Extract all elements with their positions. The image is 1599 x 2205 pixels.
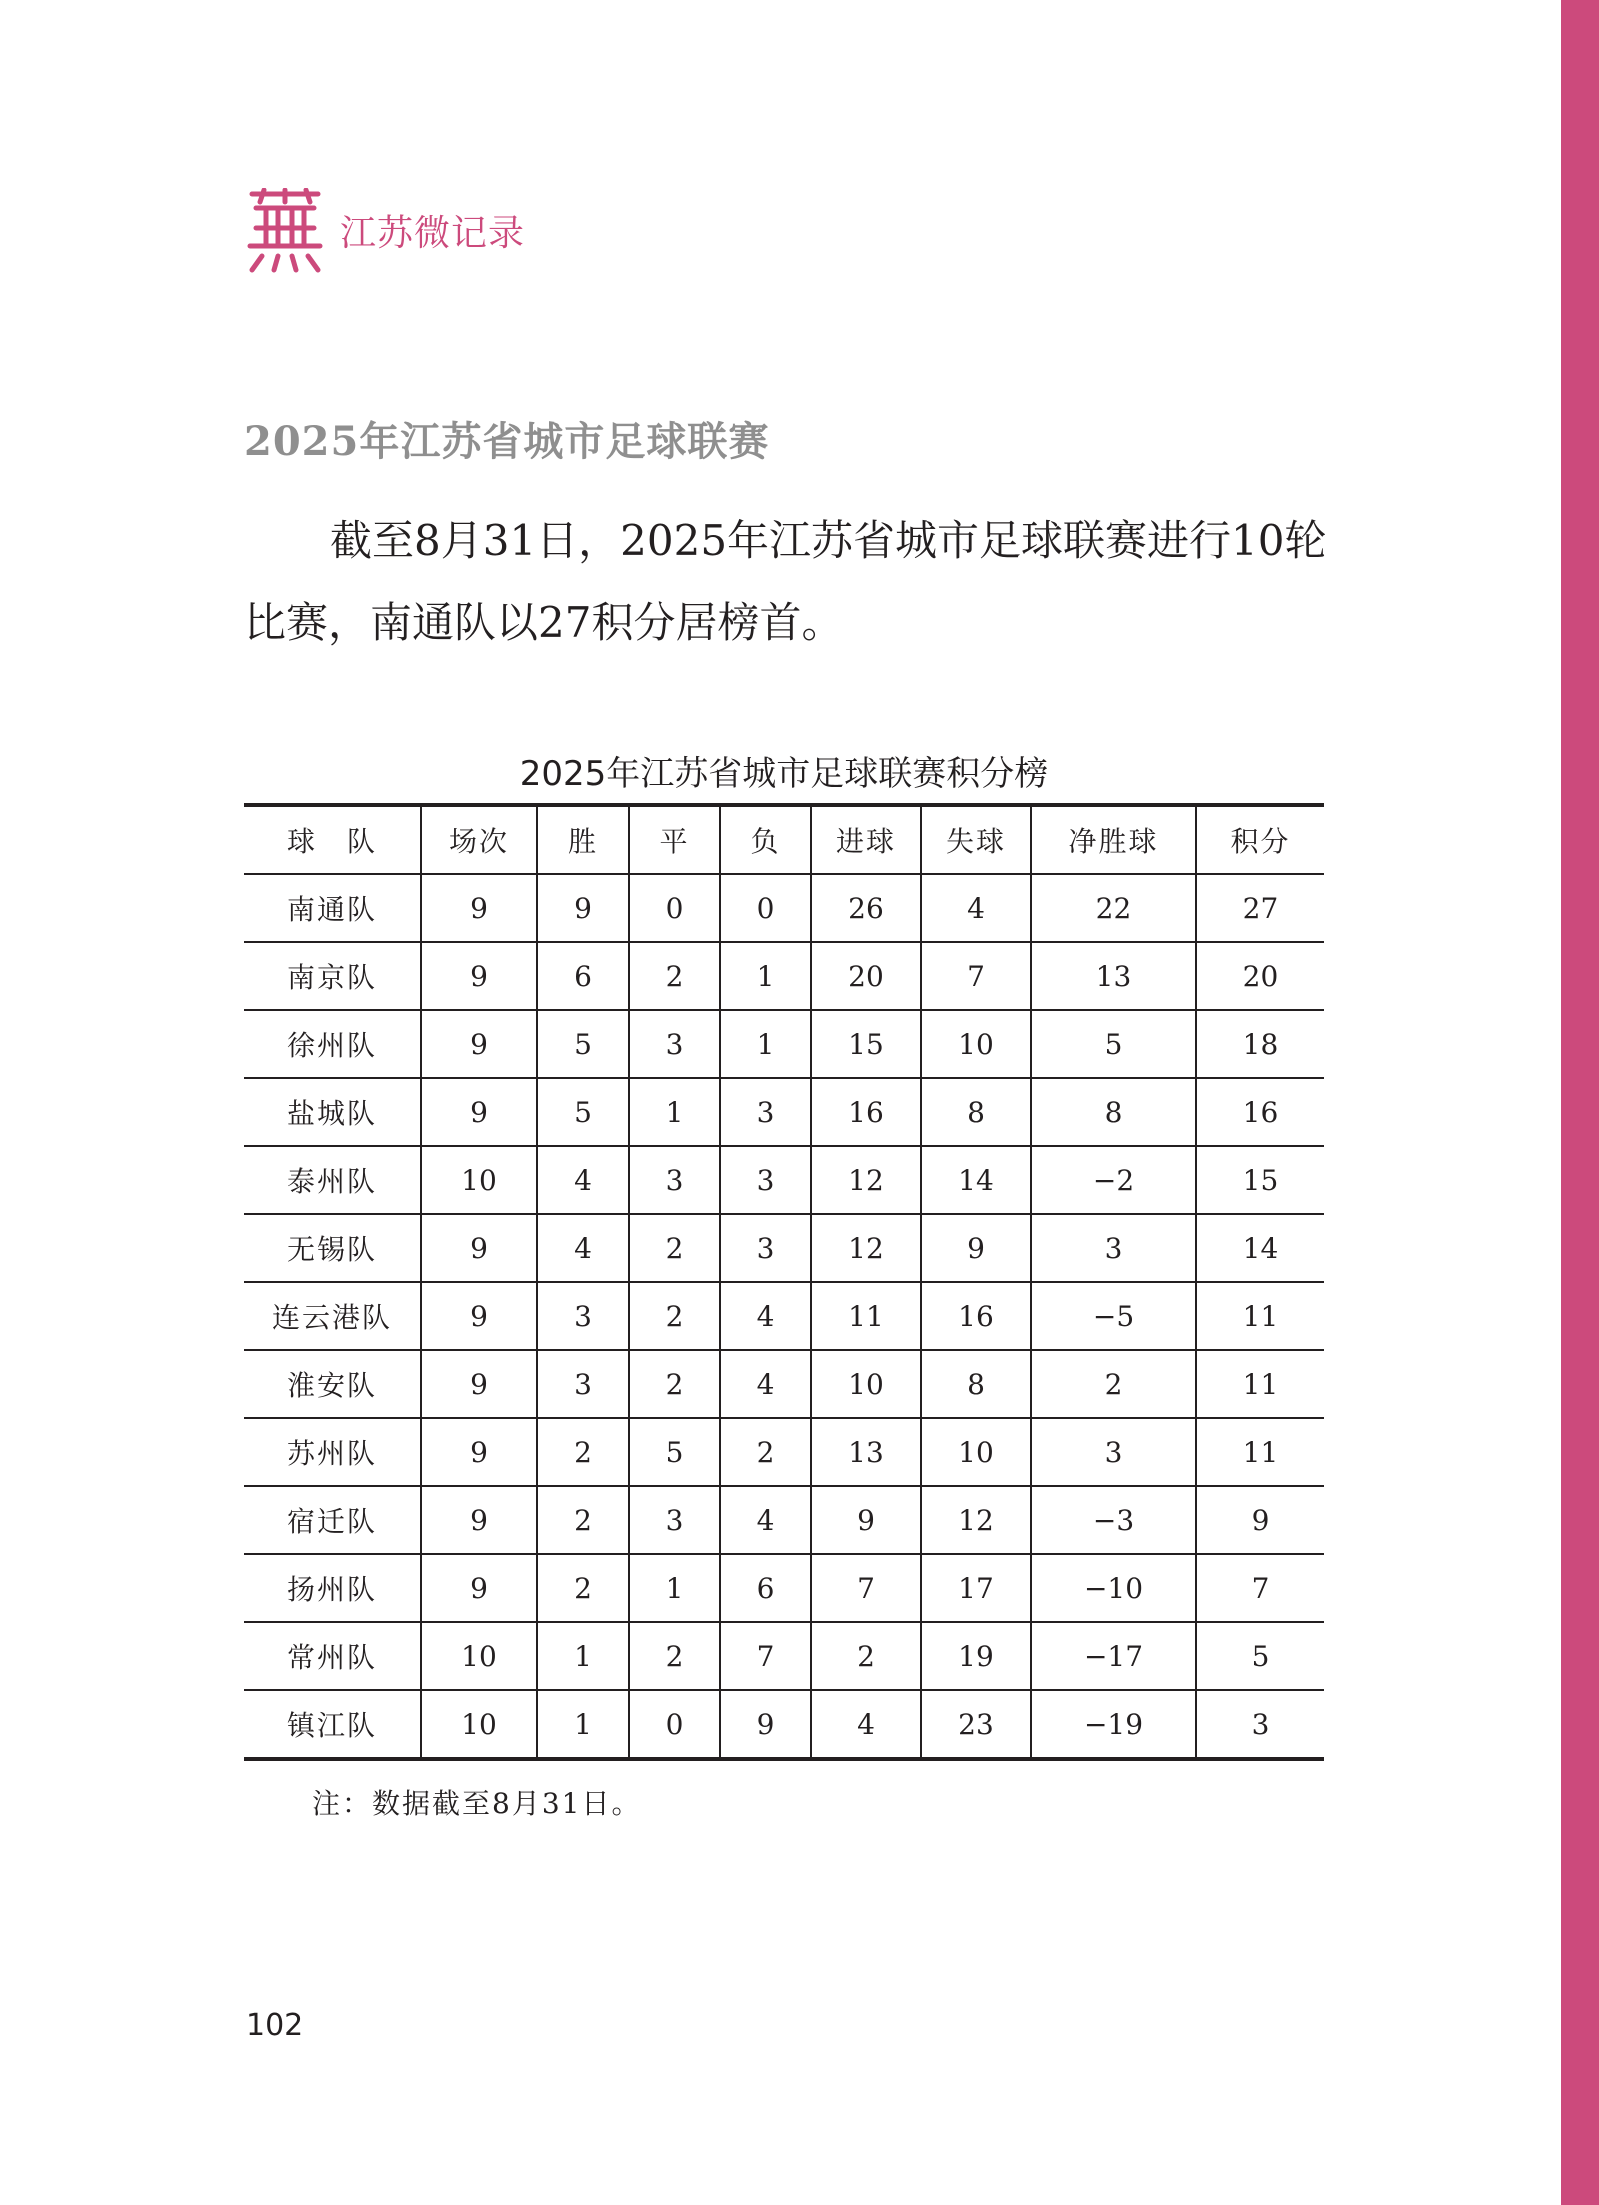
- goals-for-cell: 12: [811, 1214, 921, 1282]
- matches-played-cell: 10: [421, 1622, 537, 1690]
- goal-difference-cell: 2: [1031, 1350, 1196, 1418]
- goals-against-cell: 19: [921, 1622, 1031, 1690]
- wins-cell: 2: [537, 1418, 629, 1486]
- draws-cell: 2: [629, 942, 720, 1010]
- wins-cell: 4: [537, 1146, 629, 1214]
- table-row: [244, 1350, 1324, 1418]
- draws-cell: 1: [629, 1078, 720, 1146]
- goals-for-cell: 10: [811, 1350, 921, 1418]
- losses-cell: 3: [720, 1214, 811, 1282]
- team-name-cell: 南京队: [244, 942, 421, 1010]
- losses-cell: 4: [720, 1350, 811, 1418]
- team-name-cell: 苏州队: [244, 1418, 421, 1486]
- table-body: [244, 874, 1324, 1759]
- goals-for-cell: 11: [811, 1282, 921, 1350]
- points-cell: 9: [1196, 1486, 1324, 1554]
- team-name-cell: 淮安队: [244, 1350, 421, 1418]
- wins-cell: 5: [537, 1010, 629, 1078]
- article-paragraph: 截至8月31日，2025年江苏省城市足球联赛进行10轮比赛，南通队以27积分居榜首。: [244, 516, 1327, 647]
- losses-cell: 1: [720, 942, 811, 1010]
- goal-difference-cell: 3: [1031, 1214, 1196, 1282]
- matches-played-cell: 9: [421, 1078, 537, 1146]
- goal-difference-cell: 22: [1031, 874, 1196, 942]
- matches-played-cell: 9: [421, 1282, 537, 1350]
- draws-cell: 2: [629, 1214, 720, 1282]
- standings-table: [244, 803, 1324, 1761]
- column-header-won: 胜: [537, 805, 629, 874]
- matches-played-cell: 9: [421, 1486, 537, 1554]
- losses-cell: 3: [720, 1078, 811, 1146]
- goals-against-cell: 23: [921, 1690, 1031, 1759]
- table-row: [244, 1418, 1324, 1486]
- table-header-row: [244, 805, 1324, 874]
- goals-for-cell: 4: [811, 1690, 921, 1759]
- wins-cell: 1: [537, 1622, 629, 1690]
- goals-against-cell: 4: [921, 874, 1031, 942]
- goals-for-cell: 15: [811, 1010, 921, 1078]
- column-header-goals-for: 进球: [811, 805, 921, 874]
- goals-against-cell: 8: [921, 1078, 1031, 1146]
- goals-against-cell: 8: [921, 1350, 1031, 1418]
- goal-difference-cell: −10: [1031, 1554, 1196, 1622]
- table-row: [244, 874, 1324, 942]
- points-cell: 14: [1196, 1214, 1324, 1282]
- table-row: [244, 1146, 1324, 1214]
- table-row: [244, 1554, 1324, 1622]
- page-number: 102: [246, 2008, 304, 2043]
- losses-cell: 9: [720, 1690, 811, 1759]
- draws-cell: 5: [629, 1418, 720, 1486]
- table-note: 注：数据截至8月31日。: [312, 1787, 642, 1820]
- matches-played-cell: 9: [421, 874, 537, 942]
- goals-against-cell: 16: [921, 1282, 1031, 1350]
- draws-cell: 0: [629, 1690, 720, 1759]
- wins-cell: 6: [537, 942, 629, 1010]
- points-cell: 16: [1196, 1078, 1324, 1146]
- goals-for-cell: 13: [811, 1418, 921, 1486]
- table-row: [244, 1078, 1324, 1146]
- points-cell: 27: [1196, 874, 1324, 942]
- team-name-cell: 泰州队: [244, 1146, 421, 1214]
- matches-played-cell: 9: [421, 1214, 537, 1282]
- goals-for-cell: 20: [811, 942, 921, 1010]
- points-cell: 3: [1251, 1707, 1270, 1741]
- draws-cell: 2: [629, 1622, 720, 1690]
- goal-difference-cell: −3: [1031, 1486, 1196, 1554]
- team-name-cell: 无锡队: [244, 1214, 421, 1282]
- goals-for-cell: 16: [811, 1078, 921, 1146]
- goals-for-cell: 2: [811, 1622, 921, 1690]
- losses-cell: 4: [720, 1282, 811, 1350]
- points-cell: 11: [1196, 1418, 1324, 1486]
- points-cell: 11: [1196, 1350, 1324, 1418]
- team-name-cell: 镇江队: [244, 1690, 421, 1759]
- wins-cell: 3: [537, 1350, 629, 1418]
- table-title: 2025年江苏省城市足球联赛积分榜: [519, 754, 1049, 794]
- draws-cell: 1: [629, 1554, 720, 1622]
- goals-for-cell: 7: [811, 1554, 921, 1622]
- matches-played-cell: 9: [421, 1010, 537, 1078]
- team-name-cell: 盐城队: [244, 1078, 421, 1146]
- column-header-points: 积分: [1196, 805, 1324, 874]
- wins-cell: 4: [537, 1214, 629, 1282]
- side-color-band: [1561, 0, 1599, 2205]
- losses-cell: 1: [720, 1010, 811, 1078]
- points-cell: 15: [1196, 1146, 1324, 1214]
- wins-cell: 3: [537, 1282, 629, 1350]
- team-name-cell: 徐州队: [244, 1010, 421, 1078]
- jiangsu-emblem-icon: [246, 188, 324, 274]
- team-name-cell: 南通队: [244, 874, 421, 942]
- goals-against-cell: 10: [921, 1418, 1031, 1486]
- column-header-team: 球 队: [244, 805, 421, 874]
- losses-cell: 0: [720, 874, 811, 942]
- wins-cell: 9: [537, 874, 629, 942]
- column-header-drawn: 平: [629, 805, 720, 874]
- draws-cell: 2: [629, 1282, 720, 1350]
- goals-against-cell: 17: [921, 1554, 1031, 1622]
- points-cell: 5: [1196, 1622, 1324, 1690]
- goals-against-cell: 14: [921, 1146, 1031, 1214]
- column-header-played: 场次: [421, 805, 537, 874]
- table-row: [244, 1622, 1324, 1690]
- column-header-lost: 负: [720, 805, 811, 874]
- goal-difference-cell: 3: [1031, 1418, 1196, 1486]
- goals-against-cell: 7: [921, 942, 1031, 1010]
- table-row: [244, 1214, 1324, 1282]
- losses-cell: 4: [720, 1486, 811, 1554]
- goal-difference-cell: −17: [1031, 1622, 1196, 1690]
- goal-difference-cell: −19: [1031, 1690, 1196, 1759]
- table-row: [244, 1690, 1324, 1759]
- goals-for-cell: 9: [811, 1486, 921, 1554]
- losses-cell: 6: [720, 1554, 811, 1622]
- matches-played-cell: 10: [421, 1690, 537, 1759]
- article-headline: 2025年江苏省城市足球联赛: [244, 418, 770, 465]
- wins-cell: 2: [537, 1486, 629, 1554]
- goal-difference-cell: −5: [1031, 1282, 1196, 1350]
- losses-cell: 7: [720, 1622, 811, 1690]
- matches-played-cell: 9: [421, 1554, 537, 1622]
- wins-cell: 1: [537, 1690, 629, 1759]
- points-cell: 7: [1196, 1554, 1324, 1622]
- table-row: [244, 1010, 1324, 1078]
- team-name-cell: 连云港队: [244, 1282, 421, 1350]
- goals-for-cell: 12: [811, 1146, 921, 1214]
- draws-cell: 2: [629, 1350, 720, 1418]
- goals-against-cell: 12: [921, 1486, 1031, 1554]
- draws-cell: 3: [629, 1146, 720, 1214]
- goals-against-cell: 9: [921, 1214, 1031, 1282]
- losses-cell: 2: [720, 1418, 811, 1486]
- draws-cell: 0: [629, 874, 720, 942]
- goals-against-cell: 10: [921, 1010, 1031, 1078]
- wins-cell: 2: [537, 1554, 629, 1622]
- team-name-cell: 扬州队: [244, 1554, 421, 1622]
- points-cell: 11: [1196, 1282, 1324, 1350]
- table-row: [244, 1486, 1324, 1554]
- table-row: [244, 942, 1324, 1010]
- goal-difference-cell: 13: [1031, 942, 1196, 1010]
- team-name-cell: 宿迁队: [244, 1486, 421, 1554]
- matches-played-cell: 9: [421, 1418, 537, 1486]
- goals-for-cell: 26: [811, 874, 921, 942]
- column-header-goals-against: 失球: [921, 805, 1031, 874]
- points-cell: 18: [1196, 1010, 1324, 1078]
- goal-difference-cell: 5: [1031, 1010, 1196, 1078]
- column-header-goal-difference: 净胜球: [1031, 805, 1196, 874]
- table-row: [244, 1282, 1324, 1350]
- goal-difference-cell: 8: [1031, 1078, 1196, 1146]
- goal-difference-cell: −2: [1031, 1146, 1196, 1214]
- matches-played-cell: 9: [421, 1350, 537, 1418]
- matches-played-cell: 10: [421, 1146, 537, 1214]
- team-name-cell: 常州队: [244, 1622, 421, 1690]
- draws-cell: 3: [629, 1010, 720, 1078]
- draws-cell: 3: [629, 1486, 720, 1554]
- wins-cell: 5: [537, 1078, 629, 1146]
- losses-cell: 3: [720, 1146, 811, 1214]
- matches-played-cell: 9: [421, 942, 537, 1010]
- section-label: 江苏微记录: [340, 213, 526, 254]
- points-cell: 20: [1196, 942, 1324, 1010]
